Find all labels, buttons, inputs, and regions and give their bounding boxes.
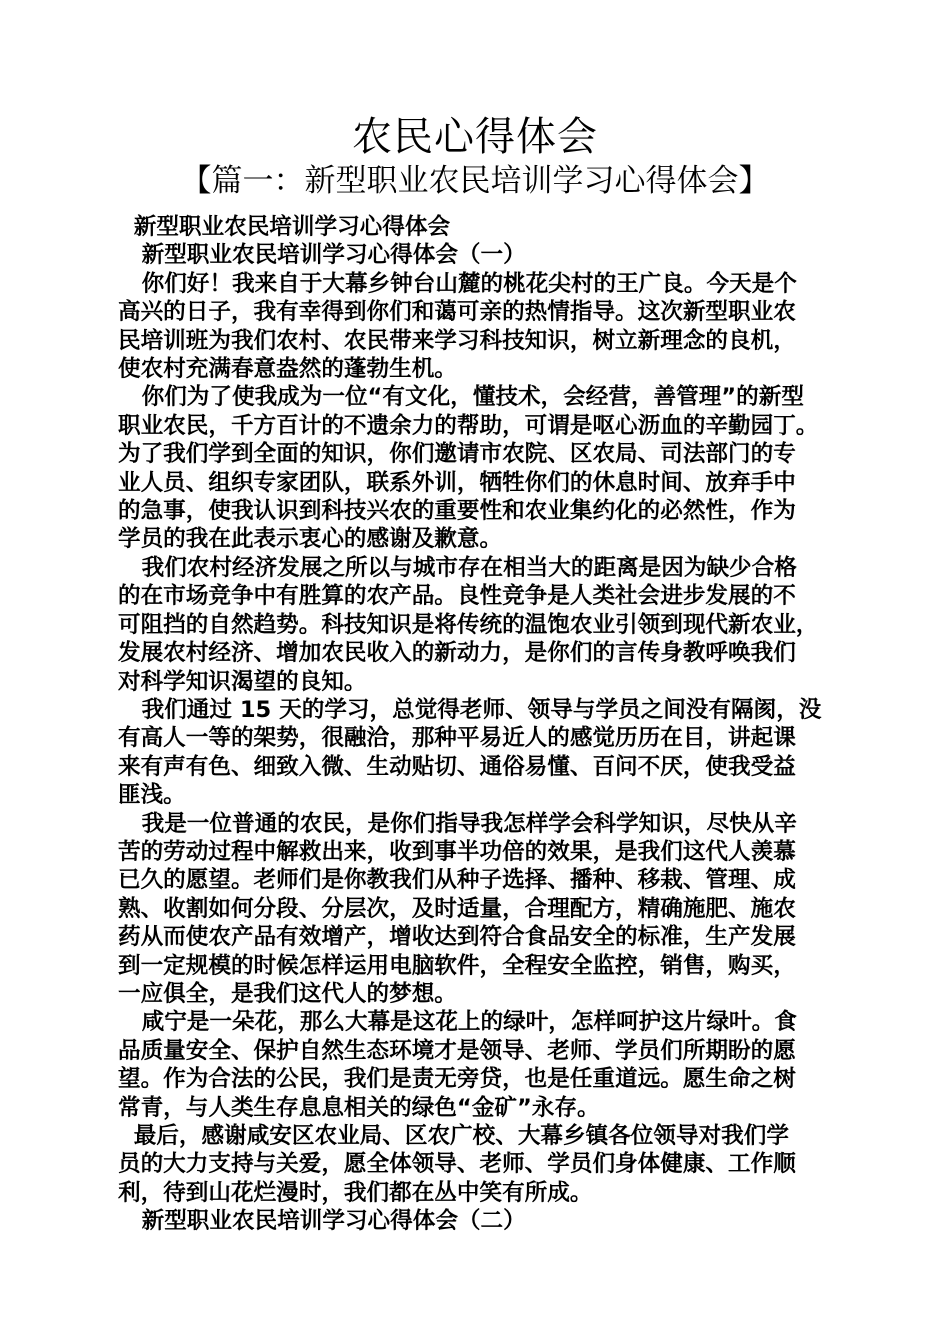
text-line: 熟、收割如何分段、分层次，及时适量，合理配方，精确施肥、施农: [118, 895, 796, 922]
text-line: 我们农村经济发展之所以与城市存在相当大的距离是因为缺少合格: [118, 554, 797, 581]
text-line: 匪浅。: [118, 782, 186, 809]
text-line: 苦的劳动过程中解救出来，收到事半功倍的效果，是我们这代人羡慕: [118, 838, 796, 865]
text-line: 使农村充满春意盎然的蓬勃生机。: [118, 356, 457, 383]
text-line: 常青，与人类生存息息相关的绿色“金矿”永存。: [118, 1094, 600, 1121]
text-line: 职业农民，千方百计的不遗余力的帮助，可谓是呕心沥血的辛勤园丁。: [118, 412, 819, 439]
text-line: 新型职业农民培训学习心得体会（二）: [118, 1208, 526, 1235]
document-subtitle: 【篇一：新型职业农民培训学习心得体会】: [180, 163, 770, 199]
document-body: [118, 213, 836, 1236]
text-line: 有高人一等的架势，很融洽，那种平易近人的感觉历历在目，讲起课: [118, 725, 796, 752]
text-line: 我们通过 15 天的学习，总觉得老师、领导与学员之间没有隔阂，没: [118, 696, 822, 723]
text-line: 的在市场竞争中有胜算的农产品。良性竞争是人类社会进步发展的不: [118, 583, 796, 610]
text-line: 的急事，使我认识到科技兴农的重要性和农业集约化的必然性，作为: [118, 498, 796, 525]
document-title: 农民心得体会: [352, 114, 598, 160]
text-line: 新型职业农民培训学习心得体会（一）: [118, 242, 526, 269]
text-line: 利，待到山花烂漫时，我们都在丛中笑有所成。: [118, 1179, 593, 1206]
text-line: 药从而使农产品有效增产，增收达到符合食品安全的标准，生产发展: [118, 924, 796, 951]
text-line: 望。作为合法的公民，我们是责无旁贷，也是任重道远。愿生命之树: [118, 1066, 796, 1093]
text-line: 员的大力支持与关爱，愿全体领导、老师、学员们身体健康、工作顺: [118, 1151, 796, 1178]
text-line: 为了我们学到全面的知识，你们邀请市农院、区农局、司法部门的专: [118, 441, 796, 468]
text-line: 来有声有色、细致入微、生动贴切、通俗易懂、百问不厌，使我受益: [118, 753, 796, 780]
text-line: 可阻挡的自然趋势。科技知识是将传统的温饱农业引领到现代新农业，: [118, 611, 819, 638]
text-line: 你们好！我来自于大幕乡钟台山麓的桃花尖村的王广良。今天是个: [118, 270, 797, 297]
text-line: 已久的愿望。老师们是你教我们从种子选择、播种、移栽、管理、成: [118, 867, 796, 894]
text-line: 一应俱全，是我们这代人的梦想。: [118, 980, 457, 1007]
text-line: 民培训班为我们农村、农民带来学习科技知识，树立新理念的良机，: [118, 327, 796, 354]
text-line: 到一定规模的时候怎样运用电脑软件，全程安全监控，销售，购买，: [118, 952, 796, 979]
text-line: 新型职业农民培训学习心得体会: [118, 214, 451, 240]
text-line: 咸宁是一朵花，那么大幕是这花上的绿叶，怎样呵护这片绿叶。食: [118, 1009, 797, 1036]
text-line: 我是一位普通的农民，是你们指导我怎样学会科学知识，尽快从辛: [118, 810, 797, 837]
text-line: 最后，感谢咸安区农业局、区农广校、大幕乡镇各位领导对我们学: [118, 1123, 789, 1149]
text-line: 品质量安全、保护自然生态环境才是领导、老师、学员们所期盼的愿: [118, 1037, 796, 1064]
text-line: 高兴的日子，我有幸得到你们和蔼可亲的热情指导。这次新型职业农: [118, 299, 796, 326]
text-line: 业人员、组织专家团队，联系外训，牺牲你们的休息时间、放弃手中: [118, 469, 796, 496]
text-line: 你们为了使我成为一位“有文化，懂技术，会经营，善管理”的新型: [118, 384, 804, 411]
text-line: 对科学知识渴望的良知。: [118, 668, 367, 695]
text-line: 发展农村经济、增加农民收入的新动力，是你们的言传身教呼唤我们: [118, 640, 796, 667]
text-line: 学员的我在此表示衷心的感谢及歉意。: [118, 526, 503, 553]
